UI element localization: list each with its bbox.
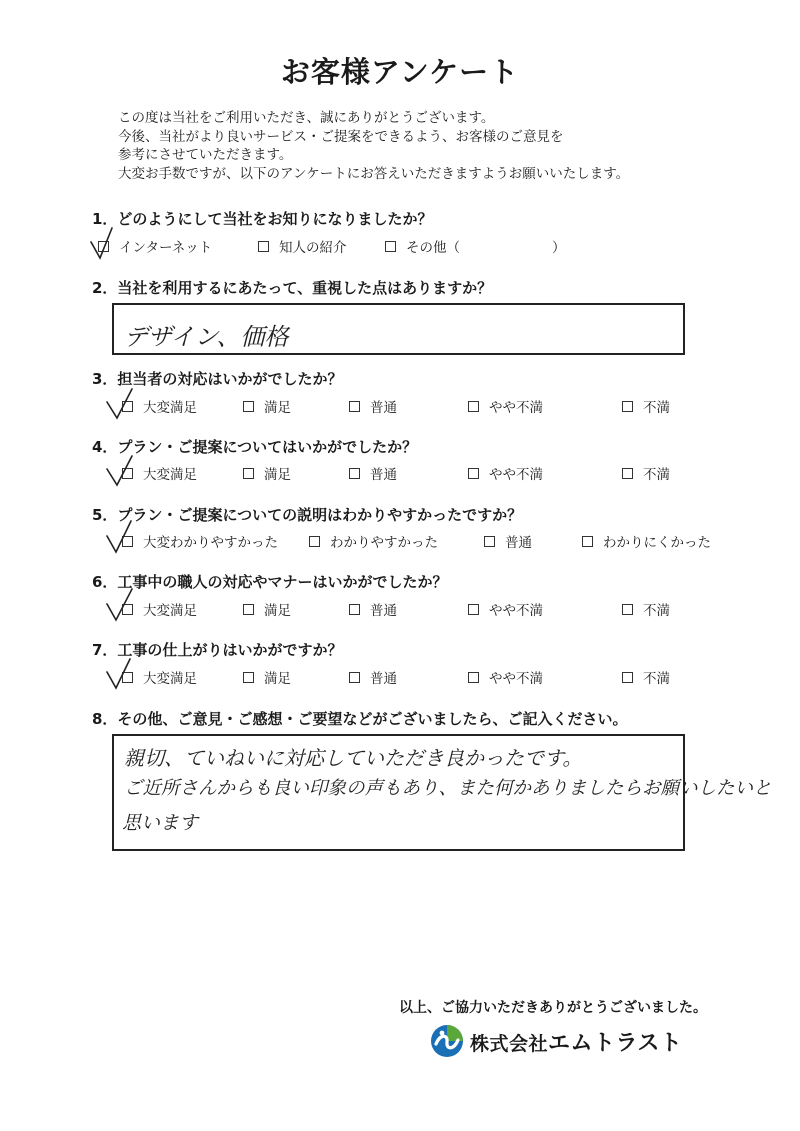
q3-option-neutral[interactable]: 普通 (349, 396, 397, 416)
q6-option-dissatisfied[interactable]: 不満 (622, 599, 670, 619)
checkbox[interactable] (622, 468, 633, 479)
q7-option-very-satisfied[interactable]: 大変満足 (122, 667, 197, 687)
intro-line: 大変お手数ですが、以下のアンケートにお答えいただきますようお願いいたします。 (118, 165, 630, 182)
question-8: 8．その他、ご意見・ご感想・ご要望などがございましたら、ご記入ください。 (92, 710, 628, 728)
checkbox[interactable] (468, 468, 479, 479)
q8-answer-box[interactable] (112, 734, 772, 851)
checkmark-icon (104, 388, 138, 422)
q3-option-satisfied[interactable]: 満足 (243, 396, 291, 416)
checkbox[interactable] (258, 241, 269, 252)
q4-option-satisfied[interactable]: 満足 (243, 463, 291, 483)
checkbox[interactable] (484, 536, 495, 547)
q4-option-dissatisfied[interactable]: 不満 (622, 463, 670, 483)
q8-handwritten-line: 親切、ていねいに対応していただき良かったです。 (124, 746, 583, 770)
q6-option-somewhat-dissatisfied[interactable]: やや不満 (468, 599, 543, 619)
q3-option-somewhat-dissatisfied[interactable]: やや不満 (468, 396, 543, 416)
question-3: 3．担当者の対応はいかがでしたか？ (92, 370, 343, 388)
question-6: 6．工事中の職人の対応やマナーはいかがでしたか？ (92, 573, 448, 591)
intro-text (118, 109, 629, 183)
q4-option-neutral[interactable]: 普通 (349, 463, 397, 483)
checkbox[interactable] (468, 672, 479, 683)
checkbox[interactable] (468, 604, 479, 615)
checkmark-icon (104, 455, 138, 489)
question-1: 1．どのようにして当社をお知りになりましたか？ (92, 210, 433, 228)
q3-option-very-satisfied[interactable]: 大変満足 (122, 396, 197, 416)
question-2: 2．当社を利用するにあたって、重視した点はありますか？ (92, 279, 493, 297)
q8-handwritten-line: ご近所さんからも良い印象の声もあり、また何かありましたらお願いしたいと (124, 778, 772, 799)
q1-other-close-paren: ） (552, 240, 566, 256)
checkbox[interactable] (243, 401, 254, 412)
page-title: お客様アンケート (280, 55, 520, 89)
checkbox[interactable] (309, 536, 320, 547)
checkbox[interactable] (622, 401, 633, 412)
q2-handwritten-answer: デザイン、価格 (124, 323, 289, 351)
q5-option-neutral[interactable]: 普通 (484, 531, 532, 551)
question-5: 5．プラン・ご提案についての説明はわかりやすかったですか？ (92, 506, 523, 524)
checkmark-icon (104, 520, 138, 554)
q7-option-somewhat-dissatisfied[interactable]: やや不満 (468, 667, 543, 687)
checkbox[interactable] (622, 604, 633, 615)
q6-option-satisfied[interactable]: 満足 (243, 599, 291, 619)
company-brand: エムトラスト (548, 1030, 683, 1056)
q4-option-somewhat-dissatisfied[interactable]: やや不満 (468, 463, 543, 483)
q2-answer-box[interactable] (112, 303, 685, 355)
q1-option-referral[interactable]: 知人の紹介 (258, 236, 347, 256)
checkbox[interactable] (349, 468, 360, 479)
q7-option-neutral[interactable]: 普通 (349, 667, 397, 687)
closing-message: 以上、ご協力いただきありがとうございました。 (399, 1000, 707, 1016)
q7-option-dissatisfied[interactable]: 不満 (622, 667, 670, 687)
question-4: 4．プラン・ご提案についてはいかがでしたか？ (92, 438, 418, 456)
q5-option-clear[interactable]: わかりやすかった (309, 531, 438, 551)
checkbox[interactable] (243, 672, 254, 683)
q7-option-satisfied[interactable]: 満足 (243, 667, 291, 687)
q3-option-dissatisfied[interactable]: 不満 (622, 396, 670, 416)
checkbox[interactable] (243, 468, 254, 479)
checkbox[interactable] (349, 401, 360, 412)
checkbox[interactable] (349, 672, 360, 683)
checkbox[interactable] (349, 604, 360, 615)
checkmark-icon (104, 588, 138, 622)
question-7: 7．工事の仕上がりはいかがですか？ (92, 641, 343, 659)
intro-line: この度は当社をご利用いただき、誠にありがとうございます。 (118, 110, 495, 126)
checkbox[interactable] (243, 604, 254, 615)
checkbox[interactable] (468, 401, 479, 412)
company-prefix: 株式会社 (470, 1032, 549, 1055)
q6-option-neutral[interactable]: 普通 (349, 599, 397, 619)
intro-line: 今後、当社がより良いサービス・ご提案をできるよう、お客様のご意見を (118, 128, 564, 145)
checkmark-icon (104, 658, 138, 692)
logo-mark-icon (430, 1024, 464, 1058)
checkbox[interactable] (582, 536, 593, 547)
checkbox[interactable] (385, 241, 396, 252)
q8-handwritten-line: 思います (122, 812, 199, 834)
q4-option-very-satisfied[interactable]: 大変満足 (122, 463, 197, 483)
q1-option-other[interactable]: その他（ (385, 236, 460, 256)
q5-option-very-clear[interactable]: 大変わかりやすかった (122, 531, 278, 551)
intro-line: 参考にさせていただきます。 (118, 147, 293, 163)
q6-option-very-satisfied[interactable]: 大変満足 (122, 599, 197, 619)
checkmark-icon (88, 226, 122, 260)
company-logo (430, 1024, 682, 1058)
q1-option-internet[interactable]: インターネット (98, 236, 212, 256)
company-name (470, 1026, 682, 1057)
checkbox[interactable] (622, 672, 633, 683)
q5-option-unclear[interactable]: わかりにくかった (582, 531, 711, 551)
